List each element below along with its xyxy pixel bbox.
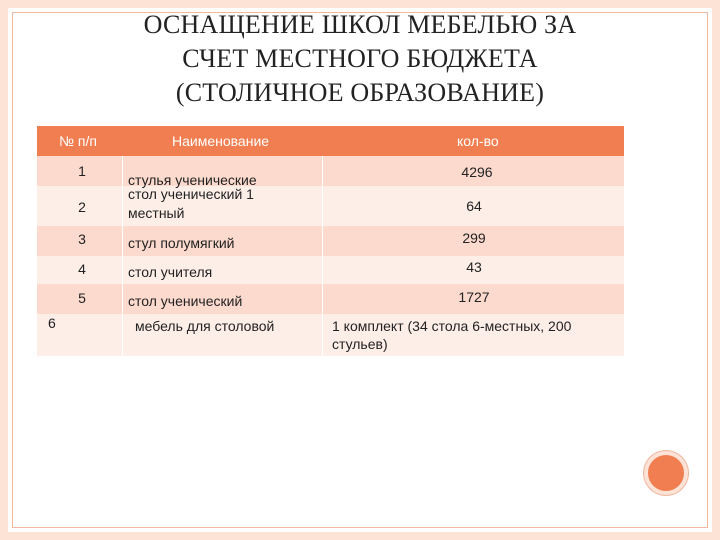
row-1-qty: 4296 [461,164,493,180]
row-2-name-line2: местный [128,205,185,221]
row-5-num: 5 [78,290,86,306]
slide-title [60,8,660,110]
title-line-3: (СТОЛИЧНОЕ ОБРАЗОВАНИЕ) [175,78,545,107]
row-3-name: стул полумягкий [128,235,235,251]
row-3-num: 3 [78,231,86,247]
row-1-name: стулья ученические [128,172,257,188]
header-num: № п/п [59,133,97,149]
table-header [37,126,624,156]
row-6-qty-line1: 1 комплект (34 стола 6-местных, 200 [332,318,572,334]
row-6-name: мебель для столовой [135,318,275,334]
row-3-qty: 299 [462,230,486,246]
table-row-bg [37,226,624,256]
row-2-num: 2 [78,199,86,215]
row-5-qty: 1727 [458,289,490,305]
row-4-qty: 43 [466,259,482,275]
title-line-2: СЧЕТ МЕСТНОГО БЮДЖЕТА [182,44,538,73]
row-4-name: стол учителя [128,264,213,280]
table-row-bg [37,284,624,314]
table-row-bg [37,256,624,284]
column-divider [322,156,323,356]
table-row-bg [37,186,624,226]
decorative-circle [644,451,688,495]
row-1-num: 1 [78,163,86,179]
row-6-num: 6 [48,315,56,331]
row-5-name: стол ученический [128,293,243,309]
row-6-qty-line2: стульев) [332,336,388,352]
row-2-qty: 64 [466,198,482,214]
row-4-num: 4 [78,261,86,277]
header-qty: кол-во [457,133,499,149]
row-2-name-line1: стол ученический 1 [128,186,254,202]
title-line-1: ОСНАЩЕНИЕ ШКОЛ МЕБЕЛЬЮ ЗА [143,10,577,39]
column-divider [122,156,123,356]
header-name: Наименование [172,133,270,149]
